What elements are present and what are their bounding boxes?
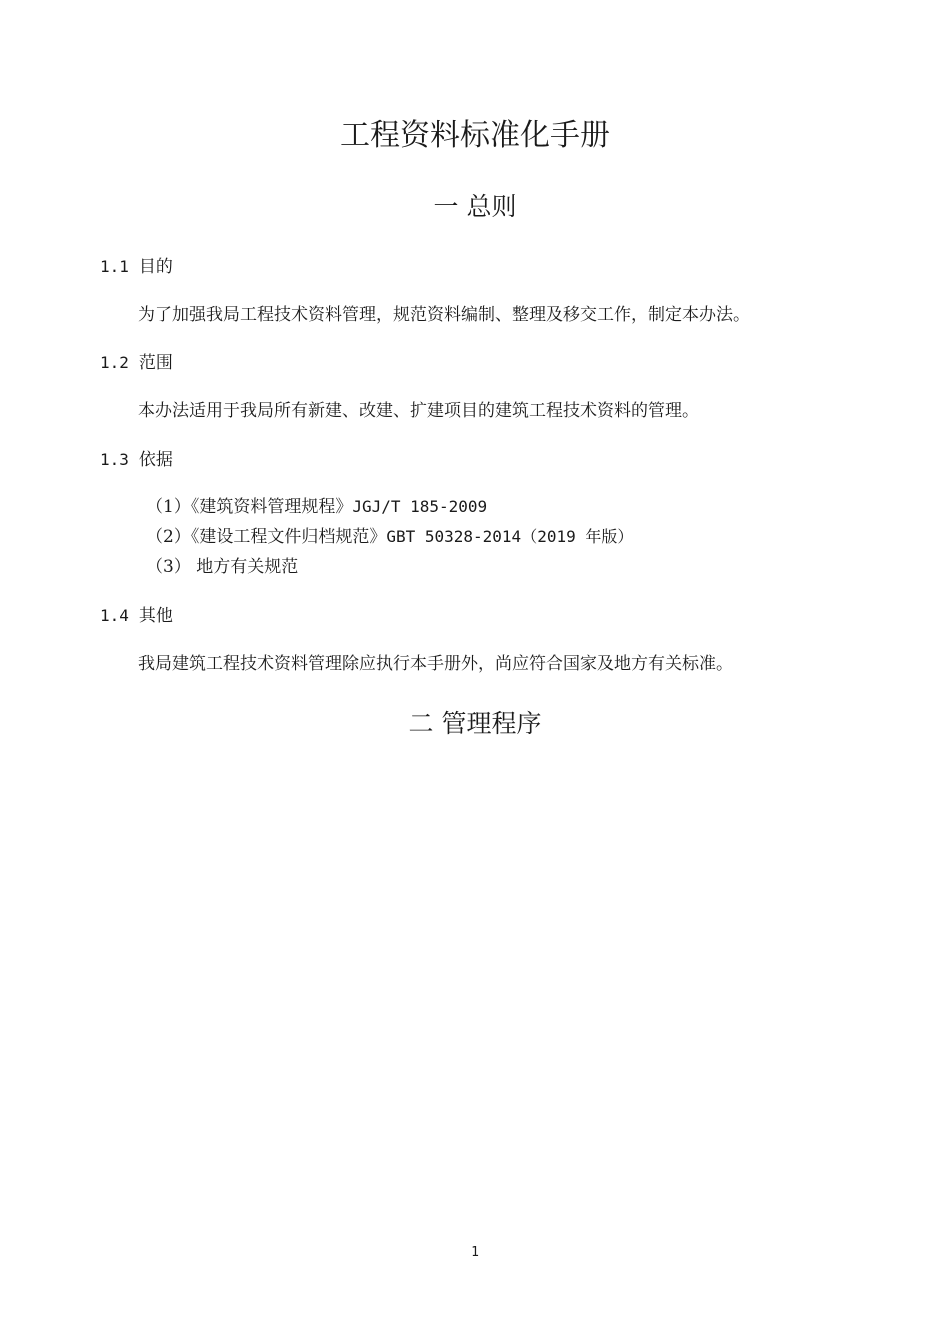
reference-item	[146, 525, 633, 549]
reference-item	[146, 495, 487, 519]
document-title: 工程资料标准化手册	[340, 118, 610, 153]
section-heading-1-4	[100, 604, 173, 628]
reference-index: （2）	[146, 527, 191, 547]
section-title: 范围	[138, 353, 173, 373]
chapter-2-title: 二 管理程序	[408, 709, 542, 738]
section-heading-1-3	[100, 448, 173, 472]
section-title: 其他	[138, 606, 173, 626]
chapter-1-title: 一 总则	[433, 192, 517, 221]
reference-title: 《建设工程文件归档规范》	[190, 527, 387, 547]
section-1-4-body: 我局建筑工程技术资料管理除应执行本手册外，尚应符合国家及地方有关标准。	[138, 654, 733, 674]
section-heading-1-1	[100, 255, 173, 279]
reference-index: （3）	[146, 557, 191, 577]
reference-item	[146, 555, 298, 579]
reference-index: （1）	[146, 497, 191, 517]
section-number: 1.3	[100, 450, 129, 469]
section-1-1-body: 为了加强我局工程技术资料管理，规范资料编制、整理及移交工作，制定本办法。	[138, 305, 750, 325]
section-heading-1-2	[100, 351, 173, 375]
section-number: 1.1	[100, 257, 129, 276]
reference-code: JGJ/T 185-2009	[352, 497, 488, 516]
section-title: 依据	[138, 450, 173, 470]
reference-title: 《建筑资料管理规程》	[190, 497, 353, 517]
section-number: 1.2	[100, 353, 129, 372]
section-number: 1.4	[100, 606, 129, 625]
page-number: 1	[471, 1245, 479, 1260]
reference-code: GBT 50328-2014（2019 年版）	[386, 527, 634, 546]
section-1-2-body: 本办法适用于我局所有新建、改建、扩建项目的建筑工程技术资料的管理。	[138, 401, 699, 421]
reference-title: 地方有关规范	[190, 557, 299, 577]
section-title: 目的	[138, 257, 173, 277]
